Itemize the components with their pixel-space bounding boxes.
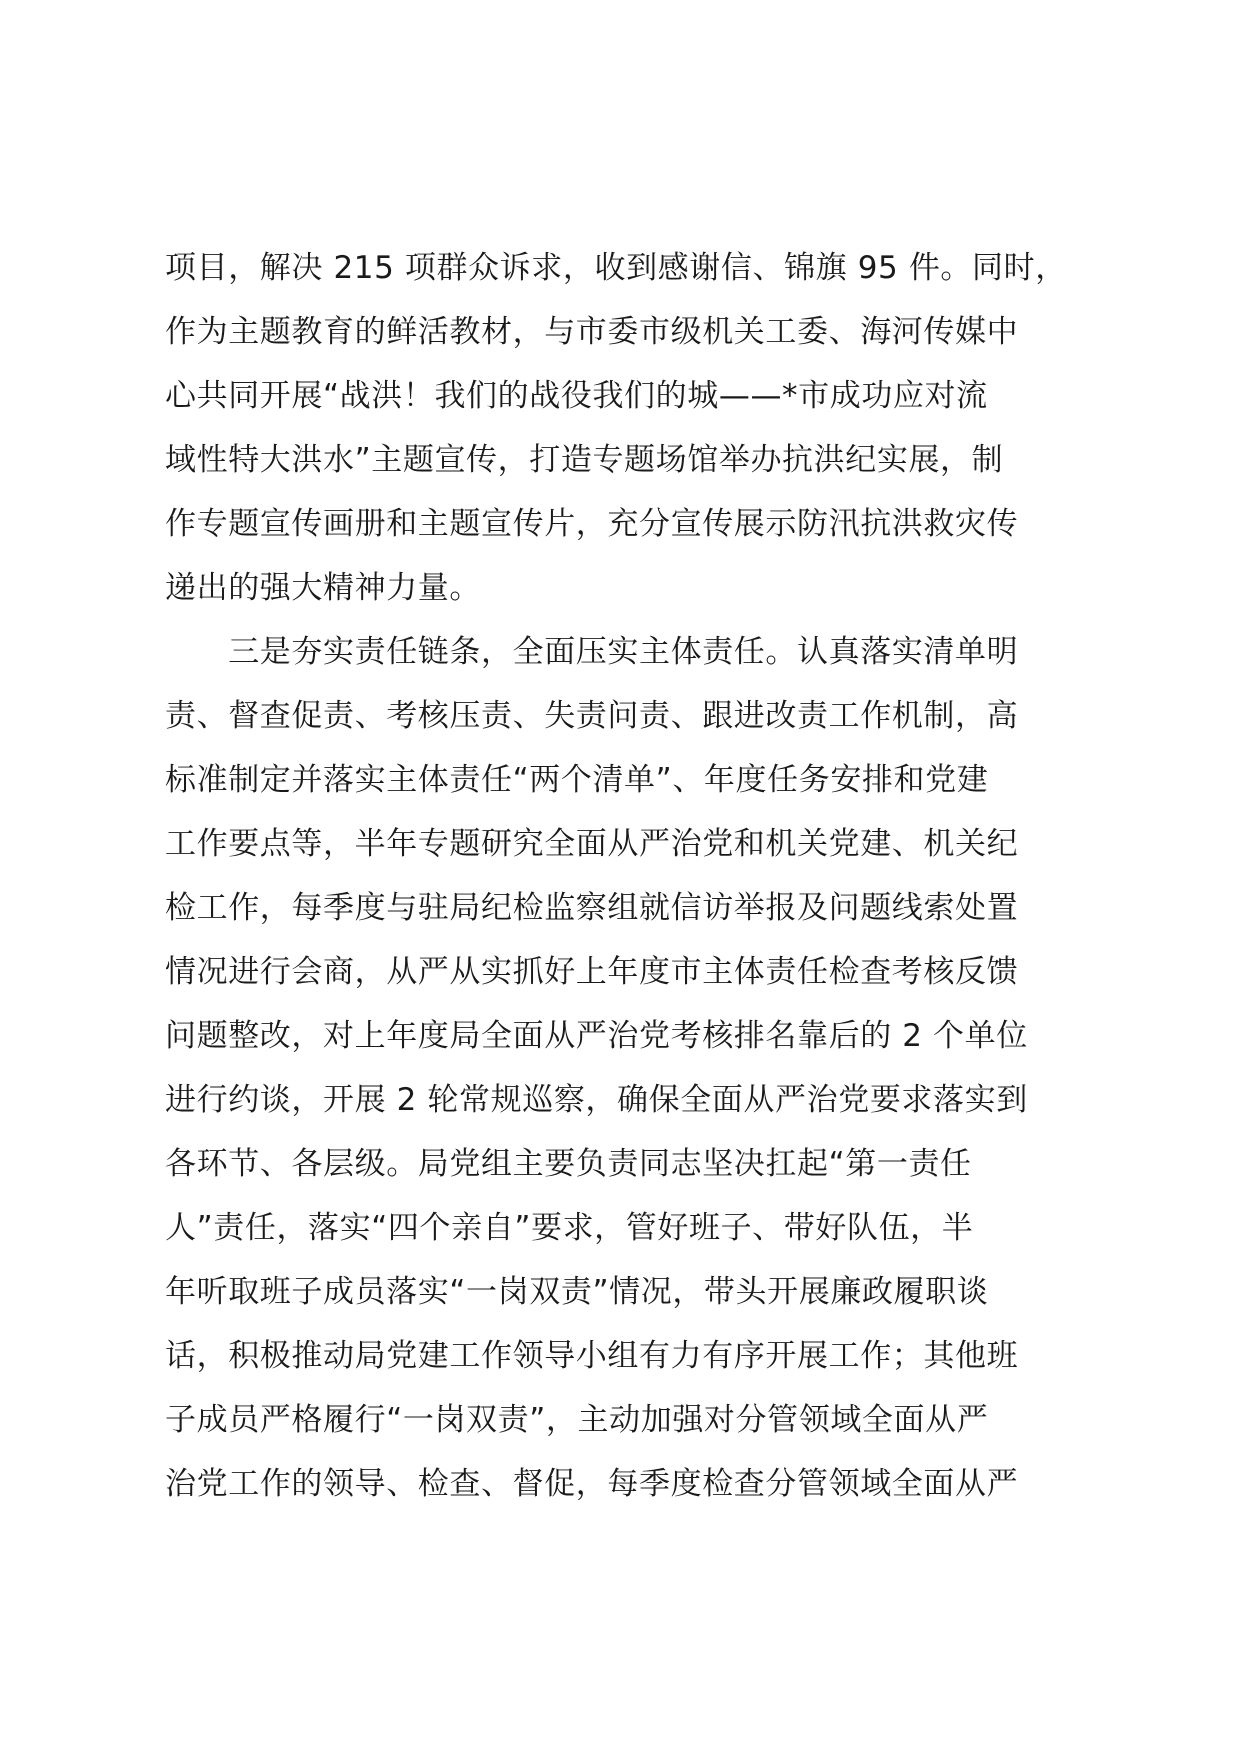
text-line: 年听取班子成员落实“一岗双责”情况，带头开展廉政履职谈 [165, 1274, 989, 1310]
text-line: 域性特大洪水”主题宣传，打造专题场馆举办抗洪纪实展，制 [165, 442, 1004, 478]
text-line: 检工作，每季度与驻局纪检监察组就信访举报及问题线索处置 [165, 890, 1019, 926]
text-line: 标准制定并落实主体责任“两个清单”、年度任务安排和党建 [165, 762, 989, 798]
text-line: 工作要点等，半年专题研究全面从严治党和机关党建、机关纪 [165, 826, 1019, 862]
text-line: 进行约谈，开展 2 轮常规巡察，确保全面从严治党要求落实到 [165, 1082, 1028, 1118]
text-line: 心共同开展“战洪！我们的战役我们的城——*市成功应对流 [165, 378, 988, 414]
text-line: 治党工作的领导、检查、督促，每季度检查分管领域全面从严 [165, 1466, 1019, 1502]
text-line: 话，积极推动局党建工作领导小组有力有序开展工作；其他班 [165, 1338, 1019, 1374]
text-line: 作专题宣传画册和主题宣传片，充分宣传展示防汛抗洪救灾传 [165, 506, 1019, 542]
body-text [165, 236, 1085, 1516]
text-line: 各环节、各层级。局党组主要负责同志坚决扛起“第一责任 [165, 1146, 972, 1182]
text-line: 三是夯实责任链条，全面压实主体责任。认真落实清单明 [165, 634, 1019, 670]
text-line: 问题整改，对上年度局全面从严治党考核排名靠后的 2 个单位 [165, 1018, 1028, 1054]
text-line: 子成员严格履行“一岗双责”，主动加强对分管领域全面从严 [165, 1402, 989, 1438]
text-line: 情况进行会商，从严从实抓好上年度市主体责任检查考核反馈 [165, 954, 1019, 990]
text-line: 人”责任，落实“四个亲自”要求，管好班子、带好队伍，半 [165, 1210, 974, 1246]
text-line: 作为主题教育的鲜活教材，与市委市级机关工委、海河传媒中 [165, 314, 1019, 350]
text-line: 责、督查促责、考核压责、失责问责、跟进改责工作机制，高 [165, 698, 1019, 734]
text-line: 项目，解决 215 项群众诉求，收到感谢信、锦旗 95 件。同时， [165, 250, 1067, 286]
text-line: 递出的强大精神力量。 [165, 570, 481, 606]
